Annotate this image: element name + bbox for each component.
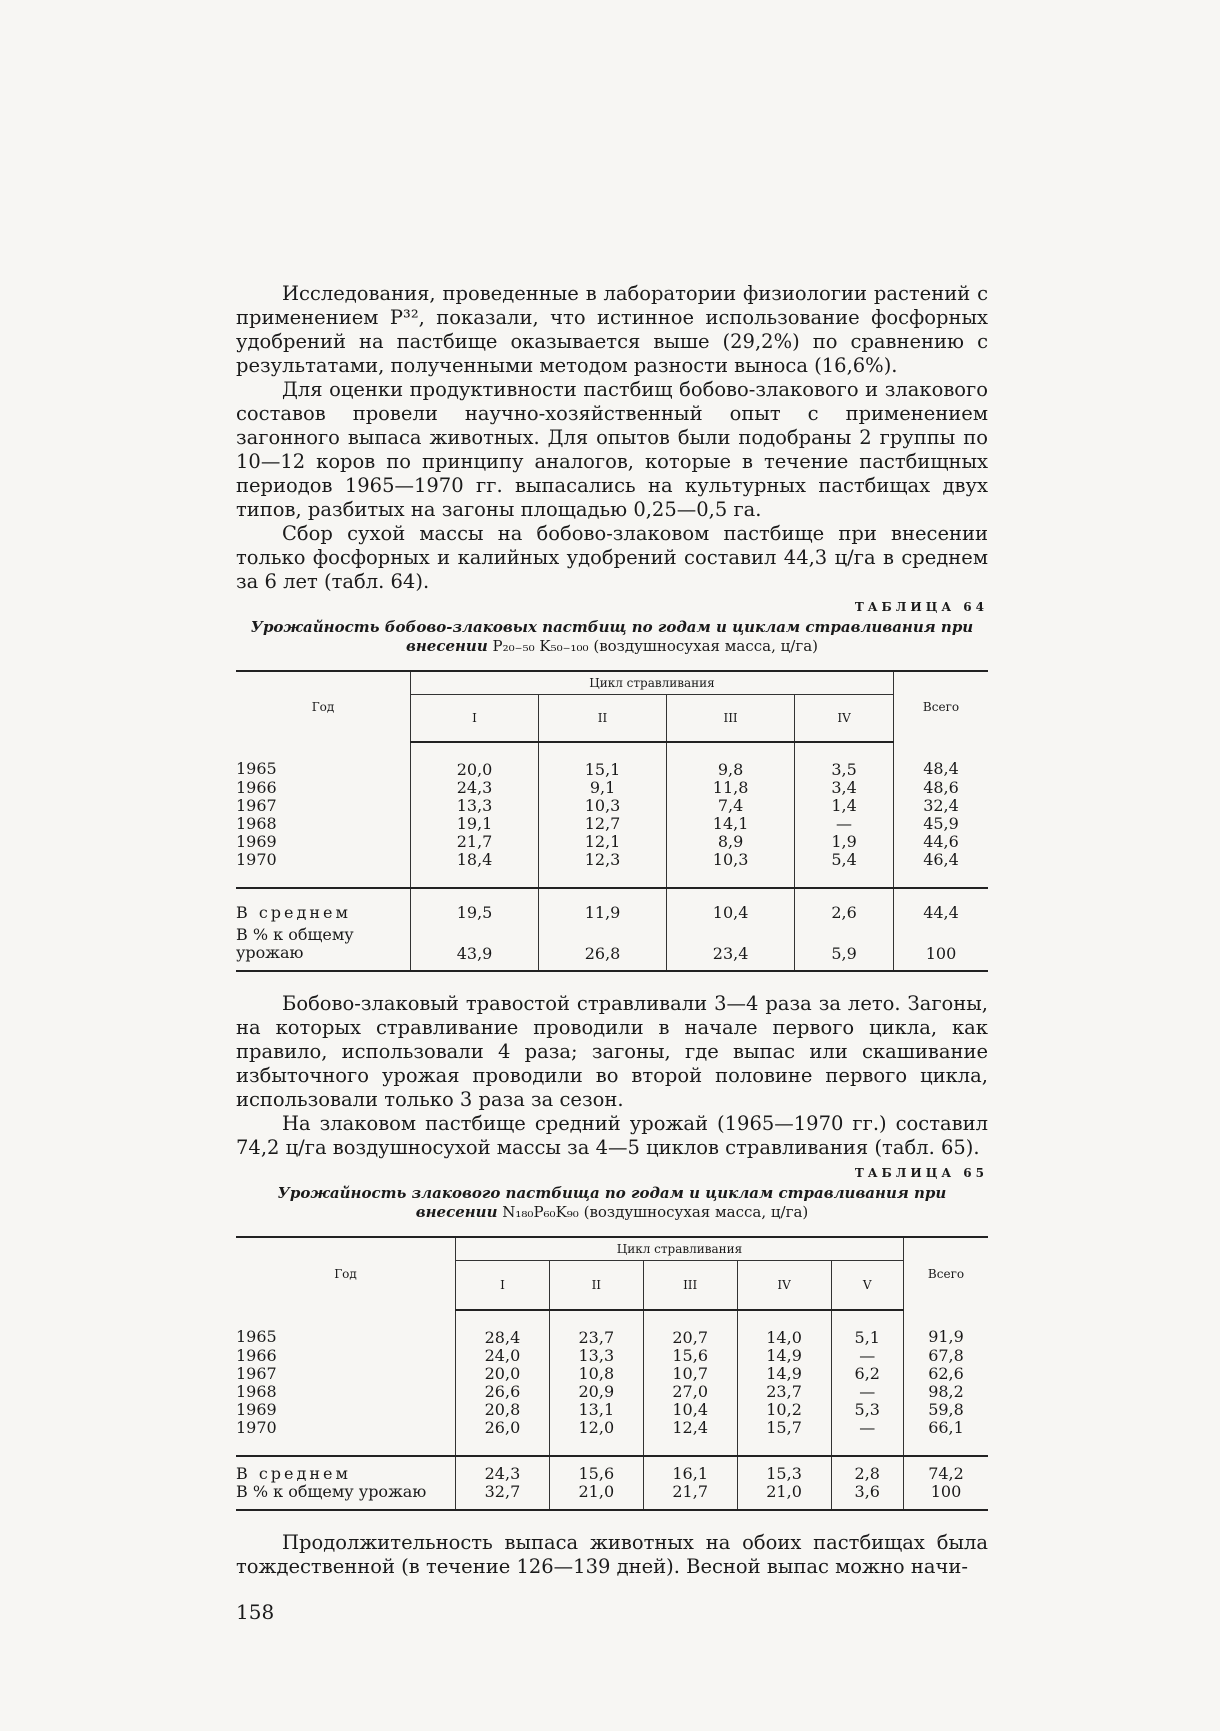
percent-row (236, 1483, 988, 1510)
percent-row (236, 922, 988, 971)
average-cell: 2,8 (831, 1456, 904, 1483)
table-row (236, 779, 988, 797)
table-64-caption-units: (воздушносухая масса, ц/га) (593, 637, 818, 655)
value-cell: 9,1 (539, 779, 667, 797)
average-row (236, 1456, 988, 1483)
table-65-label: ТАБЛИЦА 65 (854, 1166, 988, 1180)
year-cell: 1968 (236, 1382, 277, 1401)
table-row (236, 1310, 988, 1347)
value-cell: 12,7 (539, 815, 667, 833)
total-cell: 48,4 (894, 742, 989, 779)
year-cell: 1970 (236, 1418, 277, 1437)
table-64-label: ТАБЛИЦА 64 (854, 600, 988, 614)
table-64-caption-title: Урожайность бобово-злаковых пастбищ по годам и циклам стравливания при внесении (250, 618, 974, 655)
average-cell: 15,6 (549, 1456, 643, 1483)
value-cell: 10,2 (737, 1401, 831, 1419)
total-cell: 66,1 (904, 1419, 989, 1456)
average-cell: 44,4 (894, 888, 989, 922)
year-cell: 1967 (236, 796, 277, 815)
table-65-header-cycle-2: II (549, 1261, 643, 1311)
value-cell: 15,1 (539, 742, 667, 779)
value-cell: 10,3 (539, 797, 667, 815)
value-cell: 12,0 (549, 1419, 643, 1456)
total-cell: 48,6 (894, 779, 989, 797)
value-cell: 20,0 (456, 1365, 550, 1383)
paragraph-2: Для оценки продуктивности пастбищ бобово-злакового и злакового составов провели научно-хозяйственный опыт с применением загонного выпаса животных. Для опытов были подобраны 2 группы по 10—12 коров по принципу аналогов, которые в течение пастбищных периодов 1965—1970 гг. выпасались на культурных пастбищах двух типов, разбитых на загоны площадью 0,25—0,5 га. (236, 378, 988, 521)
paragraph-5: На злаковом пастбище средний урожай (1965—1970 гг.) составил 74,2 ц/га воздушносухой массы за 4—5 циклов стравливания (табл. 65). (236, 1112, 988, 1159)
value-cell: 26,0 (456, 1419, 550, 1456)
total-cell: 91,9 (904, 1310, 989, 1347)
value-cell: 14,1 (667, 815, 795, 833)
value-cell: — (831, 1347, 904, 1365)
average-cell: 11,9 (539, 888, 667, 922)
value-cell: 5,1 (831, 1310, 904, 1347)
percent-cell: 21,0 (737, 1483, 831, 1510)
paragraph-1: Исследования, проведенные в лаборатории физиологии растений с применением Р³², показали, что истинное использование фосфорных удобрений на пастбище оказывается выше (29,2%) по сравнению с результатами, полученными методом разности выноса (16,6%). (236, 282, 988, 377)
table-64 (236, 670, 988, 972)
table-65-caption-formula: N₁₈₀P₆₀K₉₀ (502, 1203, 579, 1221)
year-cell: 1966 (236, 1346, 277, 1365)
value-cell: 20,9 (549, 1383, 643, 1401)
table-64-header-cycle-3: III (667, 695, 795, 743)
percent-cell: 26,8 (539, 922, 667, 971)
table-64-header-cycle: Цикл стравливания (411, 671, 894, 695)
percent-label: В % к общему урожаю (236, 1483, 456, 1510)
table-64-caption-formula: P₂₀₋₅₀ K₅₀₋₁₀₀ (492, 637, 589, 655)
value-cell: 21,7 (411, 833, 539, 851)
value-cell: — (831, 1419, 904, 1456)
value-cell: 7,4 (667, 797, 795, 815)
table-65-header-cycle-5: V (831, 1261, 904, 1311)
table-row (236, 1419, 988, 1456)
value-cell: 28,4 (456, 1310, 550, 1347)
average-label: В среднем (236, 1456, 456, 1483)
value-cell: 3,4 (795, 779, 894, 797)
table-65-header-total: Всего (904, 1237, 989, 1310)
average-cell: 15,3 (737, 1456, 831, 1483)
table-row (236, 742, 988, 779)
value-cell: — (831, 1383, 904, 1401)
value-cell: 12,1 (539, 833, 667, 851)
percent-cell: 21,0 (549, 1483, 643, 1510)
value-cell: 10,8 (549, 1365, 643, 1383)
table-65-caption (236, 1184, 988, 1222)
average-cell: 16,1 (643, 1456, 737, 1483)
average-row (236, 888, 988, 922)
table-65-header-cycle-4: IV (737, 1261, 831, 1311)
average-cell: 10,4 (667, 888, 795, 922)
value-cell: 15,6 (643, 1347, 737, 1365)
table-row (236, 797, 988, 815)
table-row (236, 1401, 988, 1419)
year-cell: 1970 (236, 850, 277, 869)
value-cell: 14,9 (737, 1365, 831, 1383)
value-cell: 24,0 (456, 1347, 550, 1365)
value-cell: 14,0 (737, 1310, 831, 1347)
value-cell: 20,0 (411, 742, 539, 779)
value-cell: 5,4 (795, 851, 894, 888)
table-row (236, 1383, 988, 1401)
percent-cell: 32,7 (456, 1483, 550, 1510)
table-64-caption (236, 618, 988, 656)
table-row (236, 815, 988, 833)
value-cell: 10,7 (643, 1365, 737, 1383)
year-cell: 1969 (236, 1400, 277, 1419)
table-65-header-year: Год (236, 1237, 456, 1310)
paragraph-4: Бобово-злаковый травостой стравливали 3—4 раза за лето. Загоны, на которых стравливание проводили в начале первого цикла, как правило, использовали 4 раза; загоны, где выпас или скашивание избыточного урожая проводили во второй половине первого цикла, использовали только 3 раза за сезон. (236, 992, 988, 1111)
value-cell: 6,2 (831, 1365, 904, 1383)
table-65-header-cycle: Цикл стравливания (456, 1237, 904, 1261)
year-cell: 1966 (236, 778, 277, 797)
paragraph-3: Сбор сухой массы на бобово-злаковом пастбище при внесении только фосфорных и калийных удобрений составил 44,3 ц/га в среднем за 6 лет (табл. 64). (236, 522, 988, 593)
table-65-header-cycle-3: III (643, 1261, 737, 1311)
average-cell: 19,5 (411, 888, 539, 922)
table-row (236, 1365, 988, 1383)
value-cell: 12,3 (539, 851, 667, 888)
value-cell: 20,7 (643, 1310, 737, 1347)
average-cell: 2,6 (795, 888, 894, 922)
value-cell: 15,7 (737, 1419, 831, 1456)
value-cell: 13,3 (549, 1347, 643, 1365)
value-cell: 13,3 (411, 797, 539, 815)
value-cell: 26,6 (456, 1383, 550, 1401)
table-64-header-total: Всего (894, 671, 989, 742)
table-row (236, 1347, 988, 1365)
total-cell: 45,9 (894, 815, 989, 833)
value-cell: — (795, 815, 894, 833)
total-cell: 98,2 (904, 1383, 989, 1401)
value-cell: 23,7 (549, 1310, 643, 1347)
value-cell: 20,8 (456, 1401, 550, 1419)
percent-cell: 43,9 (411, 922, 539, 971)
average-cell: 74,2 (904, 1456, 989, 1483)
percent-cell: 23,4 (667, 922, 795, 971)
year-cell: 1969 (236, 832, 277, 851)
table-64-header-cycle-2: II (539, 695, 667, 743)
percent-cell: 5,9 (795, 922, 894, 971)
total-cell: 62,6 (904, 1365, 989, 1383)
value-cell: 9,8 (667, 742, 795, 779)
total-cell: 46,4 (894, 851, 989, 888)
percent-cell: 21,7 (643, 1483, 737, 1510)
year-cell: 1965 (236, 759, 277, 778)
year-cell: 1967 (236, 1364, 277, 1383)
total-cell: 32,4 (894, 797, 989, 815)
value-cell: 8,9 (667, 833, 795, 851)
value-cell: 24,3 (411, 779, 539, 797)
value-cell: 19,1 (411, 815, 539, 833)
table-65 (236, 1236, 988, 1511)
table-64-header-year: Год (236, 671, 411, 742)
percent-label: В % к общему урожаю (236, 922, 411, 971)
percent-cell: 100 (904, 1483, 989, 1510)
value-cell: 10,3 (667, 851, 795, 888)
value-cell: 5,3 (831, 1401, 904, 1419)
value-cell: 27,0 (643, 1383, 737, 1401)
paragraph-6: Продолжительность выпаса животных на обоих пастбищах была тождественной (в течение 126—139 дней). Весной выпас можно начи- (236, 1531, 988, 1578)
value-cell: 18,4 (411, 851, 539, 888)
value-cell: 23,7 (737, 1383, 831, 1401)
table-65-caption-title: Урожайность злакового пастбища по годам и циклам стравливания при внесении (277, 1184, 947, 1221)
year-cell: 1968 (236, 814, 277, 833)
page-number: 158 (236, 1600, 275, 1624)
table-65-header-cycle-1: I (456, 1261, 550, 1311)
average-label: В среднем (236, 888, 411, 922)
total-cell: 44,6 (894, 833, 989, 851)
table-row (236, 851, 988, 888)
average-cell: 24,3 (456, 1456, 550, 1483)
total-cell: 59,8 (904, 1401, 989, 1419)
page-content (236, 282, 988, 1579)
value-cell: 1,9 (795, 833, 894, 851)
percent-cell: 100 (894, 922, 989, 971)
total-cell: 67,8 (904, 1347, 989, 1365)
value-cell: 1,4 (795, 797, 894, 815)
value-cell: 12,4 (643, 1419, 737, 1456)
percent-cell: 3,6 (831, 1483, 904, 1510)
value-cell: 3,5 (795, 742, 894, 779)
value-cell: 11,8 (667, 779, 795, 797)
table-row (236, 833, 988, 851)
value-cell: 13,1 (549, 1401, 643, 1419)
year-cell: 1965 (236, 1327, 277, 1346)
table-64-header-cycle-1: I (411, 695, 539, 743)
value-cell: 10,4 (643, 1401, 737, 1419)
table-64-header-cycle-4: IV (795, 695, 894, 743)
value-cell: 14,9 (737, 1347, 831, 1365)
table-65-caption-units: (воздушносухая масса, ц/га) (583, 1203, 809, 1221)
